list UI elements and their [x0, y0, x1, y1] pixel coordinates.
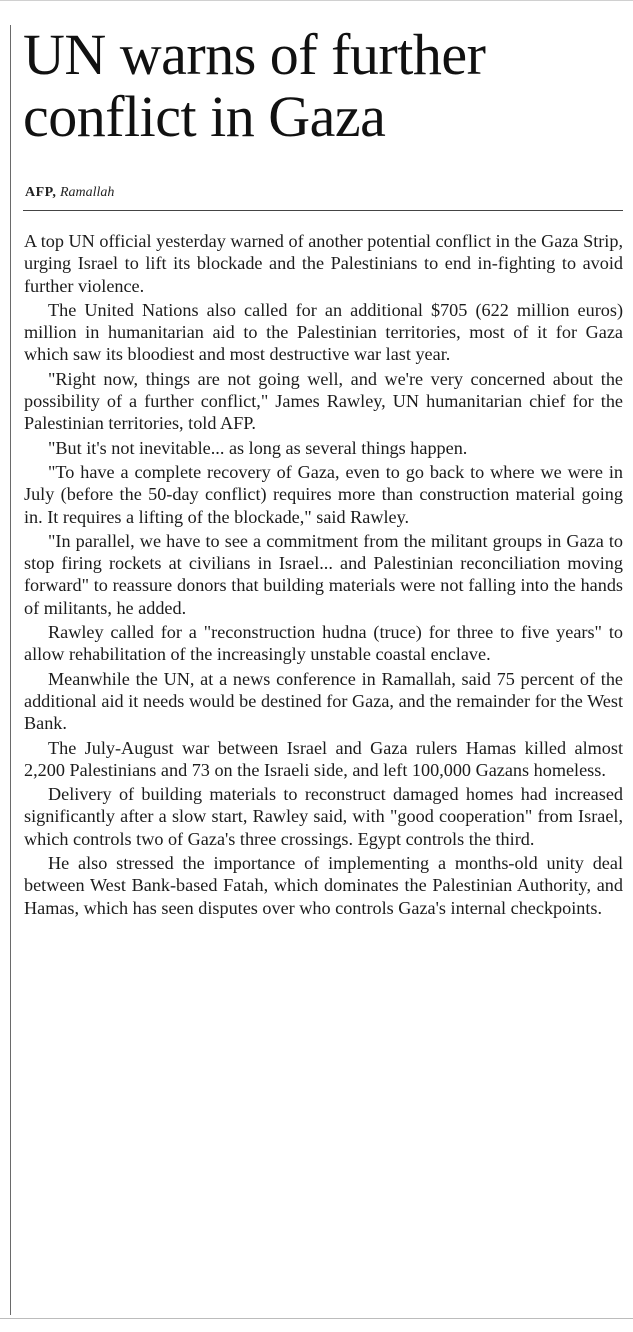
paragraph: A top UN official yesterday warned of another potential conflict in the Gaza Strip, urging Israel to lift its blockade and the Palestinians to end in-fighting to avoid further violence.	[24, 231, 623, 296]
byline-agency: AFP,	[25, 185, 57, 200]
paragraph: "In parallel, we have to see a commitment from the militant groups in Gaza to stop firing rockets at civilians in Israel... and Palestinian reconciliation moving forward" to reassure donors that building materials were not falling into the hands of militants, he added.	[24, 530, 623, 618]
headline: UN warns of further conflict in Gaza	[23, 22, 486, 149]
paragraph: Delivery of building materials to reconstruct damaged homes had increased significantly after a slow start, Rawley said, with "good cooperation" from Israel, which controls two of Gaza's three crossings. Egypt controls the third.	[24, 784, 623, 849]
paragraph: The July-August war between Israel and Gaza rulers Hamas killed almost 2,200 Palestinians and 73 on the Israeli side, and left 100,000 Gazans homeless.	[24, 737, 623, 780]
paragraph: Rawley called for a "reconstruction hudna (truce) for three to five years" to allow rehabilitation of the increasingly unstable coastal enclave.	[24, 622, 623, 665]
article-body	[24, 230, 623, 921]
byline	[25, 185, 114, 201]
bottom-border	[0, 1318, 633, 1319]
paragraph: "But it's not inevitable... as long as several things happen.	[48, 437, 468, 458]
paragraph: "To have a complete recovery of Gaza, even to go back to where we were in July (before the 50-day conflict) requires more than construction material going in. It requires a lifting of the blockade," said Rawley.	[24, 461, 623, 527]
column-rule	[10, 25, 11, 1315]
top-border	[0, 0, 633, 1]
paragraph: The United Nations also called for an additional $705 (622 million euros) million in humanitarian aid to the Palestinian territories, most of it for Gaza which saw its bloodiest and most destructive war last year.	[24, 299, 623, 365]
byline-divider	[23, 210, 623, 211]
paragraph: He also stressed the importance of implementing a months-old unity deal between West Bank-based Fatah, which dominates the Palestinian Authority, and Hamas, which has seen disputes over who controls Gaza's internal checkpoints.	[24, 853, 623, 918]
byline-location: Ramallah	[59, 185, 115, 200]
paragraph: Meanwhile the UN, at a news conference in Ramallah, said 75 percent of the additional aid it needs would be destined for Gaza, and the remainder for the West Bank.	[24, 668, 623, 734]
paragraph: "Right now, things are not going well, and we're very concerned about the possibility of a further conflict," James Rawley, UN humanitarian chief for the Palestinian territories, told AFP.	[24, 368, 623, 434]
